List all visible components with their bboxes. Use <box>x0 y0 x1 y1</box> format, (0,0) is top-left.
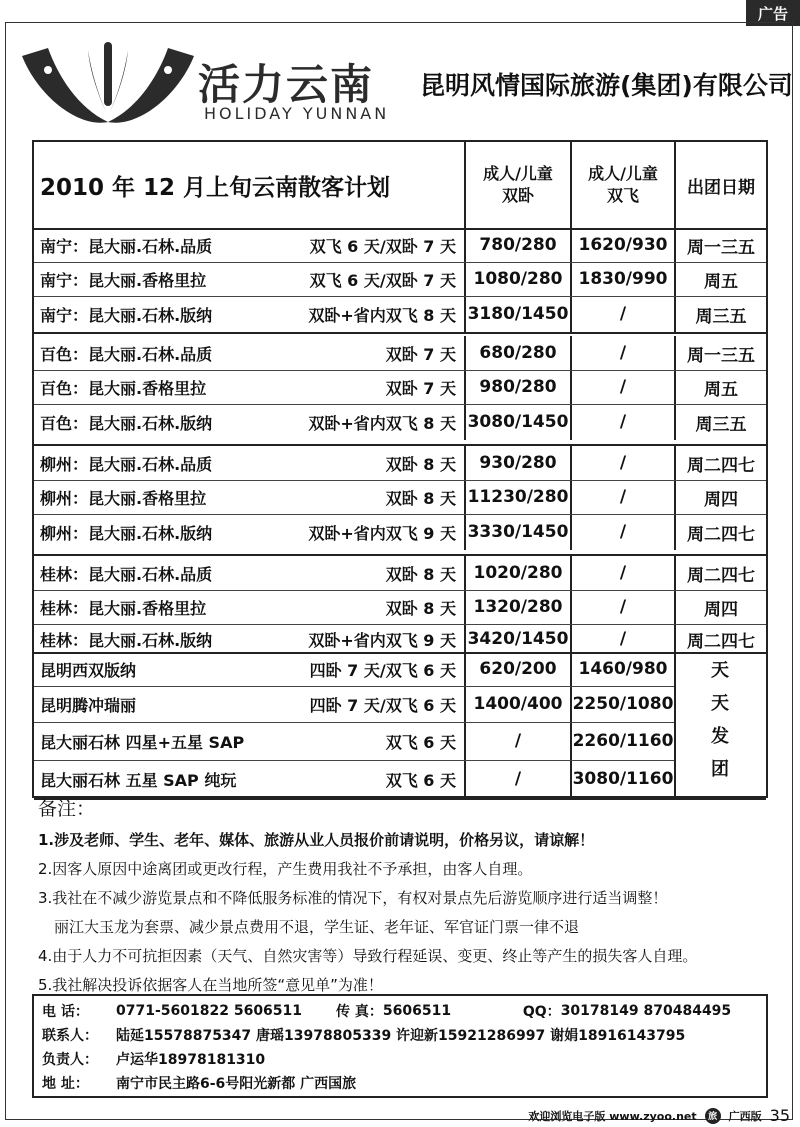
route-cell <box>34 480 464 514</box>
table-row <box>34 296 766 332</box>
price-sleeper: 1400/400 <box>464 686 570 722</box>
contact-address-line <box>42 1071 758 1095</box>
departure-days: 周一三五 <box>674 336 766 370</box>
route-name: 百色：昆大丽.香格里拉 <box>40 378 207 398</box>
seal-icon: 旅 <box>705 1108 721 1124</box>
fax-value: 5606511 <box>382 1003 452 1019</box>
route-name: 南宁：昆大丽.石林.版纳 <box>40 305 213 325</box>
price-sleeper: 1020/280 <box>464 556 570 590</box>
route-name: 昆明腾冲瑞丽 <box>40 695 137 715</box>
route-cell <box>34 760 464 798</box>
table-row <box>34 722 766 760</box>
route-duration: 双飞 6 天/双卧 7 天 <box>309 270 456 290</box>
route-duration: 双飞 6 天/双卧 7 天 <box>309 236 456 256</box>
price-sleeper: / <box>464 760 570 798</box>
departure-days <box>674 652 766 686</box>
table-row <box>34 624 766 654</box>
table-row <box>34 686 766 722</box>
route-cell <box>34 404 464 440</box>
departure-days <box>674 722 766 760</box>
route-duration: 四卧 7 天/双飞 6 天 <box>309 695 456 715</box>
address-value: 南宁市民主路6-6号阳光新都 广西国旅 <box>116 1076 357 1092</box>
brand-name-cn: 活力云南 <box>198 60 375 109</box>
row-divider <box>34 760 674 761</box>
route-cell <box>34 686 464 722</box>
price-sleeper: 3330/1450 <box>464 514 570 550</box>
daily-departure-label: 天 天 发 团 <box>711 659 729 780</box>
note-item: 1.涉及老师、学生、老年、媒体、旅游从业人员报价前请说明，价格另议，请谅解！ <box>38 831 595 849</box>
route-cell <box>34 722 464 760</box>
table-header-row <box>34 142 766 228</box>
route-name: 桂林：昆大丽.石林.版纳 <box>40 630 213 650</box>
route-cell <box>34 590 464 624</box>
departure-days: 周二四七 <box>674 556 766 590</box>
price-flight: / <box>570 336 674 370</box>
notes-title: 备注： <box>38 798 96 820</box>
col-header-departure: 出团日期 <box>674 142 766 228</box>
route-cell <box>34 624 464 654</box>
row-divider <box>34 722 674 723</box>
price-sleeper: / <box>464 722 570 760</box>
contact-phone-line <box>42 999 758 1023</box>
page-number: 35 <box>769 1106 790 1125</box>
route-name: 南宁：昆大丽.香格里拉 <box>40 270 207 290</box>
price-sleeper: 620/200 <box>464 652 570 686</box>
table-row <box>34 556 766 590</box>
route-duration: 双卧 8 天 <box>385 454 456 474</box>
price-flight: 2250/1080 <box>570 686 674 722</box>
route-duration: 双卧 8 天 <box>385 564 456 584</box>
price-flight: / <box>570 296 674 332</box>
price-sleeper: 930/280 <box>464 446 570 480</box>
price-flight: 2260/1160 <box>570 722 674 760</box>
row-divider <box>34 686 674 687</box>
tour-plan-table <box>32 140 768 798</box>
route-duration: 双飞 6 天 <box>385 732 456 752</box>
notes-section <box>32 794 768 999</box>
route-name: 柳州：昆大丽.石林.品质 <box>40 454 213 474</box>
departure-days: 周二四七 <box>674 514 766 550</box>
route-name: 桂林：昆大丽.石林.品质 <box>40 564 213 584</box>
price-flight: / <box>570 480 674 514</box>
row-divider <box>34 590 766 591</box>
price-sleeper: 11230/280 <box>464 480 570 514</box>
row-divider <box>34 514 766 515</box>
note-item: 丽江大玉龙为套票、减少景点费用不退，学生证、老年证、军官证门票一律不退 <box>54 918 580 936</box>
row-divider <box>34 370 766 371</box>
route-name: 昆大丽石林 四星+五星 SAP <box>40 732 245 752</box>
route-cell <box>34 336 464 370</box>
group-divider <box>34 228 766 230</box>
manager-label: 负责人： <box>42 1052 98 1068</box>
qq-value: 30178149 870484495 <box>560 1003 732 1019</box>
route-cell <box>34 296 464 332</box>
route-cell <box>34 446 464 480</box>
price-flight: / <box>570 514 674 550</box>
route-cell <box>34 556 464 590</box>
table-row <box>34 446 766 480</box>
row-divider <box>34 262 766 263</box>
route-cell <box>34 262 464 296</box>
price-sleeper: 3080/1450 <box>464 404 570 440</box>
table-title: 2010 年 12 月上旬云南散客计划 <box>40 174 391 201</box>
price-flight: 1620/930 <box>570 228 674 262</box>
table-row <box>34 370 766 404</box>
route-name: 昆大丽石林 五星 SAP 纯玩 <box>40 770 237 790</box>
group-divider <box>34 332 766 334</box>
route-duration: 双卧+省内双飞 8 天 <box>308 413 456 433</box>
brand-emblem-icon <box>18 36 198 128</box>
group-divider <box>34 652 766 654</box>
table-row <box>34 480 766 514</box>
ad-tag: 广告 <box>746 0 800 26</box>
price-flight: / <box>570 590 674 624</box>
fax-label: 传 真： <box>336 1004 383 1020</box>
people-value: 陆延15578875347 唐瑶13978805339 许迎新15921286997 谢娟18916143795 <box>116 1028 686 1044</box>
table-row <box>34 760 766 798</box>
table-row <box>34 336 766 370</box>
table-row <box>34 404 766 440</box>
route-duration: 四卧 7 天/双飞 6 天 <box>309 660 456 680</box>
price-flight: / <box>570 404 674 440</box>
route-duration: 双卧+省内双飞 9 天 <box>308 523 456 543</box>
route-name: 南宁：昆大丽.石林.品质 <box>40 236 213 256</box>
price-flight: / <box>570 556 674 590</box>
route-name: 百色：昆大丽.石林.版纳 <box>40 413 213 433</box>
table-row <box>34 514 766 550</box>
departure-days: 周二四七 <box>674 446 766 480</box>
page-footer <box>528 1106 790 1125</box>
table-row <box>34 652 766 686</box>
route-duration: 双卧 8 天 <box>385 488 456 508</box>
company-name: 昆明风情国际旅游(集团)有限公司 <box>420 71 793 100</box>
price-sleeper: 780/280 <box>464 228 570 262</box>
note-item: 3.我社在不减少游览景点和不降低服务标准的情况下，有权对景点先后游览顺序进行适当调整！ <box>38 889 668 907</box>
route-duration: 双飞 6 天 <box>385 770 456 790</box>
route-cell <box>34 514 464 550</box>
manager-value: 卢运华18978181310 <box>116 1052 266 1068</box>
price-flight: / <box>570 624 674 654</box>
price-sleeper: 1320/280 <box>464 590 570 624</box>
route-cell <box>34 652 464 686</box>
phone-value: 0771-5601822 5606511 <box>116 1003 303 1019</box>
route-name: 柳州：昆大丽.香格里拉 <box>40 488 207 508</box>
col-header-sleeper: 成人/儿童 双卧 <box>464 142 570 228</box>
price-sleeper: 680/280 <box>464 336 570 370</box>
group-divider <box>34 444 766 446</box>
footer-text: 欢迎浏览电子版 www.zyoo.net <box>528 1109 697 1123</box>
route-duration: 双卧+省内双飞 8 天 <box>308 305 456 325</box>
row-divider <box>34 404 766 405</box>
table-row <box>34 262 766 296</box>
note-item: 2.因客人原因中途离团或更改行程，产生费用我社不予承担，由客人自理。 <box>38 860 533 878</box>
note-item: 4.由于人力不可抗拒因素（天气、自然灾害等）导致行程延误、变更、终止等产生的损失客人自理。 <box>38 947 698 965</box>
departure-days: 周五 <box>674 262 766 296</box>
row-divider <box>34 480 766 481</box>
route-name: 柳州：昆大丽.石林.版纳 <box>40 523 213 543</box>
price-flight: 3080/1160 <box>570 760 674 798</box>
route-duration: 双卧 7 天 <box>385 378 456 398</box>
route-name: 百色：昆大丽.石林.品质 <box>40 344 213 364</box>
departure-days: 周二四七 <box>674 624 766 654</box>
table-row <box>34 228 766 262</box>
departure-days: 周三五 <box>674 404 766 440</box>
price-sleeper: 1080/280 <box>464 262 570 296</box>
price-flight: 1460/980 <box>570 652 674 686</box>
price-flight: / <box>570 446 674 480</box>
route-cell <box>34 228 464 262</box>
contact-manager-line <box>42 1047 758 1071</box>
departure-days: 周四 <box>674 480 766 514</box>
route-duration: 双卧 8 天 <box>385 598 456 618</box>
contact-people-line <box>42 1023 758 1047</box>
brand-name-en: HOLIDAY YUNNAN <box>204 104 390 123</box>
row-divider <box>34 624 766 625</box>
group-divider <box>34 554 766 556</box>
footer-edition: 广西版 <box>728 1109 762 1123</box>
price-flight: 1830/990 <box>570 262 674 296</box>
address-label: 地 址： <box>42 1076 89 1092</box>
price-flight: / <box>570 370 674 404</box>
phone-label: 电 话： <box>42 1004 89 1020</box>
contact-box <box>32 994 768 1098</box>
brand-logo <box>18 36 398 128</box>
departure-days <box>674 686 766 722</box>
departure-days: 周一三五 <box>674 228 766 262</box>
departure-days <box>674 760 766 798</box>
departure-days: 周五 <box>674 370 766 404</box>
route-name: 桂林：昆大丽.香格里拉 <box>40 598 207 618</box>
qq-label: QQ： <box>522 1004 561 1020</box>
people-label: 联系人： <box>42 1028 98 1044</box>
route-duration: 双卧+省内双飞 9 天 <box>308 630 456 650</box>
route-name: 昆明西双版纳 <box>40 660 137 680</box>
route-duration: 双卧 7 天 <box>385 344 456 364</box>
col-header-flight: 成人/儿童 双飞 <box>570 142 674 228</box>
price-sleeper: 3180/1450 <box>464 296 570 332</box>
departure-days: 周三五 <box>674 296 766 332</box>
table-row <box>34 590 766 624</box>
note-item: 5.我社解决投诉依据客人在当地所签“意见单”为准！ <box>38 976 383 994</box>
row-divider <box>34 296 766 297</box>
price-sleeper: 3420/1450 <box>464 624 570 654</box>
departure-days: 周四 <box>674 590 766 624</box>
price-sleeper: 980/280 <box>464 370 570 404</box>
route-cell <box>34 370 464 404</box>
